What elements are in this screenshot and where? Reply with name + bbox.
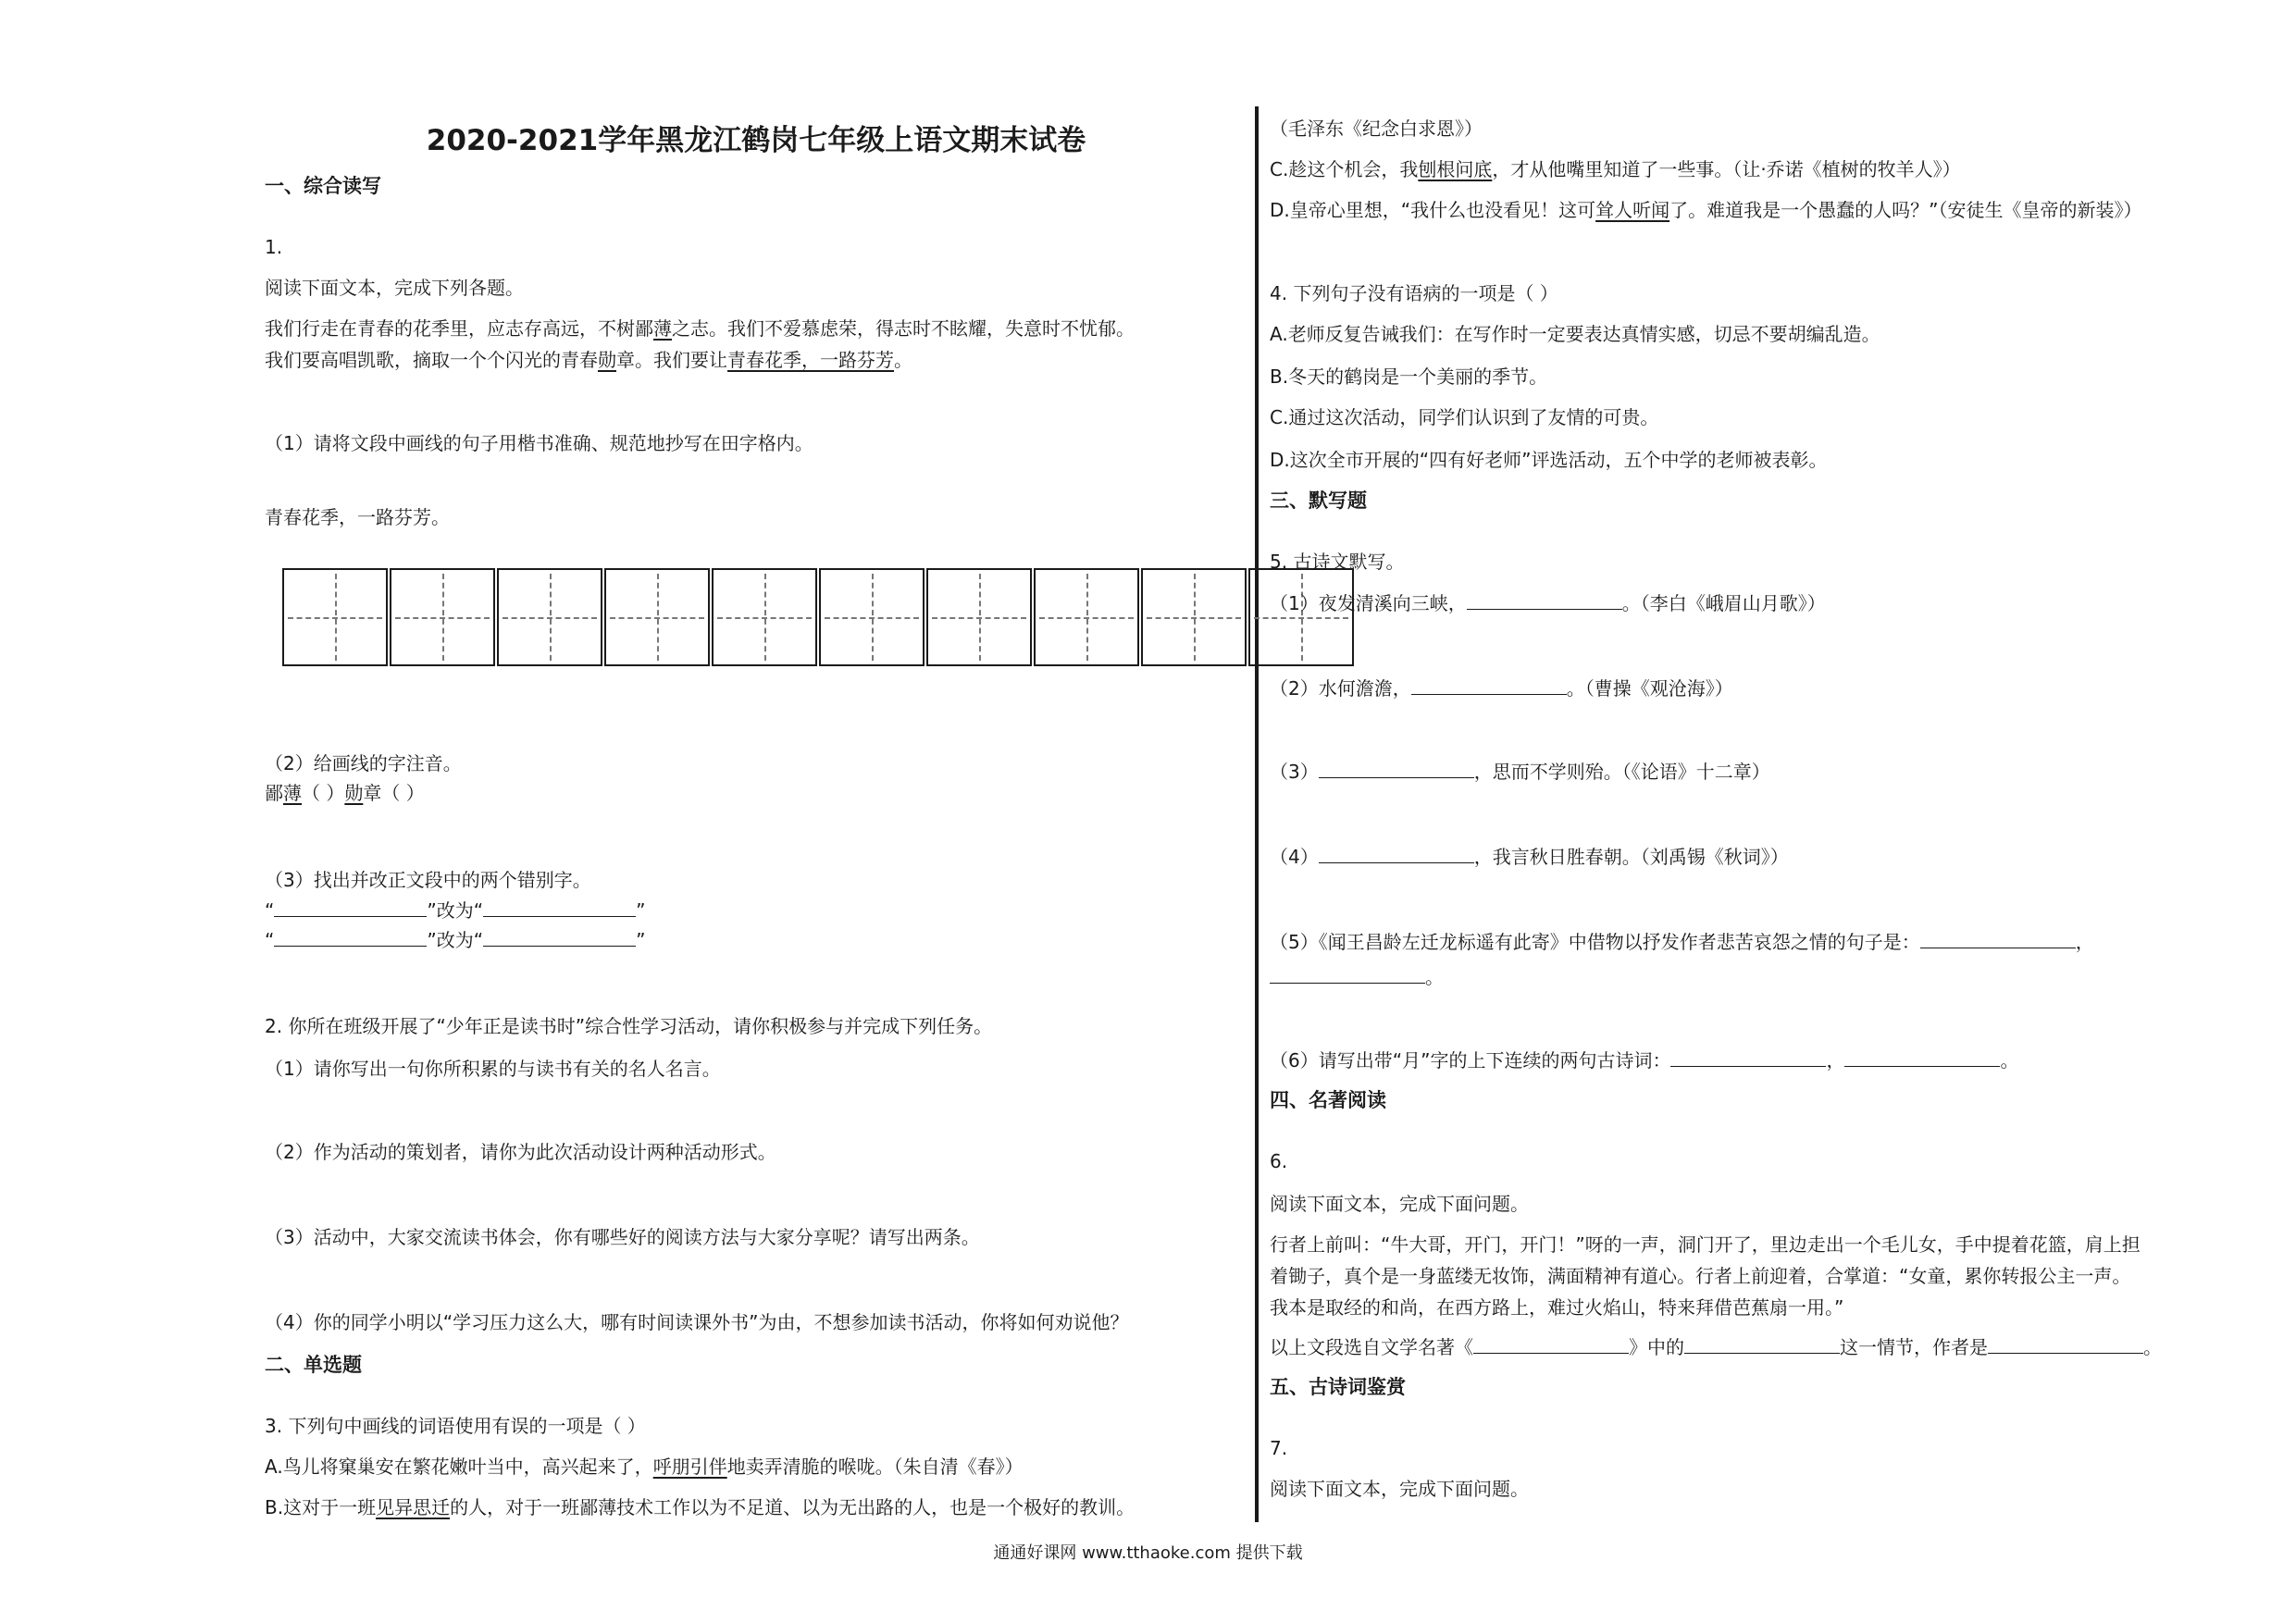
sub-question: （1）请将文段中画线的句子用楷书准确、规范地抄写在田字格内。 bbox=[265, 432, 813, 454]
passage-text: 我们要高唱凯歌，摘取一个个闪光的青春 bbox=[265, 349, 598, 371]
option-text: C.趁这个机会，我 bbox=[1270, 158, 1419, 180]
option-b: B.冬天的鹤岗是一个美丽的季节。 bbox=[1270, 365, 1548, 388]
sub-question: （2）作为活动的策划者，请你为此次活动设计两种活动形式。 bbox=[265, 1141, 776, 1163]
question: 5. 古诗文默写。 bbox=[1270, 551, 1405, 573]
page-title: 2020-2021学年黑龙江鹤岗七年级上语文期末试卷 bbox=[426, 124, 1086, 157]
question-number: 7. bbox=[1270, 1437, 1288, 1459]
tianzige-grid[interactable] bbox=[282, 568, 1356, 670]
section-heading: 五、古诗词鉴赏 bbox=[1270, 1376, 1406, 1398]
grid-cell[interactable] bbox=[604, 568, 710, 666]
option-b bbox=[265, 1493, 1135, 1521]
option-b-source: （毛泽东《纪念白求恩》） bbox=[1270, 118, 1483, 140]
recitation-line bbox=[1270, 674, 1733, 702]
sub-question: （4）你的同学小明以“学习压力这么大，哪有时间读课外书”为由，不想参加读书活动，你将如何劝说他？ bbox=[265, 1311, 1129, 1333]
grid-cell[interactable] bbox=[390, 568, 495, 666]
answer-blank[interactable] bbox=[1670, 1046, 1826, 1067]
option-c: C.通过这次活动，同学们认识到了友情的可贵。 bbox=[1270, 406, 1659, 428]
sub-question: （2）给画线的字注音。 bbox=[265, 752, 462, 774]
passage-line bbox=[265, 346, 912, 374]
answer-blank[interactable] bbox=[1270, 962, 1425, 984]
sub-question: （3）找出并改正文段中的两个错别字。 bbox=[265, 869, 591, 891]
option-a bbox=[265, 1453, 1024, 1481]
grid-cell[interactable] bbox=[819, 568, 925, 666]
punctuation: ， bbox=[1826, 1049, 1845, 1072]
option-text: A.鸟儿将窠巢安在繁花嫩叶当中，高兴起来了， bbox=[265, 1456, 653, 1478]
passage-text: 我们行走在青春的花季里，应志存高远，不树鄙 bbox=[265, 317, 653, 340]
char: 鄙 bbox=[265, 782, 283, 804]
punctuation: 。 bbox=[1425, 966, 1444, 988]
poem-source: 。（李白《峨眉山月歌》） bbox=[1621, 592, 1826, 614]
sub-question: （1）请你写出一句你所积累的与读书有关的名人名言。 bbox=[265, 1058, 721, 1080]
pinyin-answer-line bbox=[265, 779, 425, 807]
section-heading: 四、名著阅读 bbox=[1270, 1089, 1386, 1111]
grid-cell[interactable] bbox=[1248, 568, 1354, 666]
poem-text: （5）《闻王昌龄左迁龙标遥有此寄》中借物以抒发作者悲苦哀怨之情的句子是： bbox=[1270, 931, 1920, 953]
question-instruction: 阅读下面文本，完成下面问题。 bbox=[1270, 1478, 1529, 1500]
underlined-char: 薄 bbox=[653, 317, 672, 340]
answer-paren[interactable]: 章（ ） bbox=[363, 782, 425, 804]
underlined-phrase: 见异思迁 bbox=[376, 1496, 451, 1518]
poem-source: ，思而不学则殆。（《论语》十二章） bbox=[1473, 761, 1770, 783]
underlined-phrase: 耸人听闻 bbox=[1595, 199, 1670, 221]
option-text: 了。难道我是一个愚蠢的人吗？”（安徒生《皇帝的新装》） bbox=[1669, 199, 2142, 221]
question-text: 这一情节，作者是 bbox=[1840, 1336, 1988, 1358]
poem-source: ，我言秋日胜春朝。（刘禹锡《秋词》） bbox=[1473, 846, 1789, 868]
quote: ” bbox=[636, 929, 646, 951]
quote: “ bbox=[265, 929, 275, 951]
underlined-phrase: 青春花季，一路芬芳 bbox=[727, 349, 894, 371]
question: 2. 你所在班级开展了“少年正是读书时”综合性学习活动，请你积极参与并完成下列任务。 bbox=[265, 1015, 993, 1037]
poem-text: （2）水何澹澹， bbox=[1270, 677, 1411, 700]
answer-blank[interactable] bbox=[1988, 1332, 2143, 1354]
answer-blank[interactable] bbox=[1844, 1046, 2000, 1067]
column-divider bbox=[1255, 106, 1259, 1522]
correction-line bbox=[265, 925, 645, 954]
grid-cell[interactable] bbox=[282, 568, 388, 666]
answer-blank[interactable] bbox=[1684, 1332, 1840, 1354]
answer-blank[interactable] bbox=[1319, 757, 1474, 778]
underlined-char: 勋 bbox=[598, 349, 616, 371]
passage-text: 章。我们要让 bbox=[616, 349, 727, 371]
page-footer: 通通好课网 www.tthaoke.com 提供下载 bbox=[993, 1543, 1303, 1563]
recitation-line bbox=[1270, 757, 1770, 786]
poem-text: （6）请写出带“月”字的上下连续的两句古诗词： bbox=[1270, 1049, 1671, 1072]
option-text: D.皇帝心里想，“我什么也没看见！这可 bbox=[1270, 199, 1596, 221]
section-heading: 一、综合读写 bbox=[265, 175, 381, 197]
answer-blank[interactable] bbox=[1920, 927, 2076, 948]
poem-text: （4） bbox=[1270, 846, 1319, 868]
recitation-line bbox=[1270, 588, 1826, 617]
option-text: 地卖弄清脆的喉咙。（朱自清《春》） bbox=[726, 1456, 1024, 1478]
grid-cell[interactable] bbox=[926, 568, 1032, 666]
underlined-char: 薄 bbox=[283, 782, 302, 804]
option-a: A.老师反复告诫我们：在写作时一定要表达真情实感，切忌不要胡编乱造。 bbox=[1270, 323, 1880, 345]
option-text: ，才从他嘴里知道了一些事。（让·乔诺《植树的牧羊人》） bbox=[1492, 158, 1961, 180]
punctuation: 。 bbox=[2143, 1336, 2162, 1358]
question-instruction: 阅读下面文本，完成下列各题。 bbox=[265, 277, 524, 299]
answer-blank[interactable] bbox=[1319, 842, 1474, 863]
punctuation: ， bbox=[2075, 931, 2094, 953]
poem-text: （3） bbox=[1270, 761, 1319, 783]
answer-paren[interactable]: （ ） bbox=[302, 782, 345, 804]
option-c bbox=[1270, 155, 1961, 183]
poem-source: 。（曹操《观沧海》） bbox=[1566, 677, 1733, 700]
recitation-line bbox=[1270, 842, 1789, 871]
section-heading: 三、默写题 bbox=[1270, 489, 1367, 512]
punctuation: 。 bbox=[2000, 1049, 2019, 1072]
quote: ” bbox=[636, 899, 646, 922]
answer-blank[interactable] bbox=[274, 925, 427, 947]
passage-line: 行者上前叫：“牛大哥，开门，开门！”呀的一声，洞门开了，里边走出一个毛儿女，手中提着花篮，肩上担 bbox=[1270, 1233, 2141, 1256]
option-d: D.这次全市开展的“四有好老师”评选活动，五个中学的老师被表彰。 bbox=[1270, 449, 1828, 471]
correction-label: ”改为“ bbox=[427, 899, 484, 922]
question-instruction: 阅读下面文本，完成下面问题。 bbox=[1270, 1193, 1529, 1215]
answer-blank[interactable] bbox=[1467, 588, 1622, 610]
passage-text: 。 bbox=[894, 349, 912, 371]
question-number: 6. bbox=[1270, 1150, 1288, 1172]
correction-label: ”改为“ bbox=[427, 929, 484, 951]
recitation-line bbox=[1270, 1046, 2018, 1074]
question-text: 》中的 bbox=[1629, 1336, 1684, 1358]
sub-question: （3）活动中，大家交流读书体会，你有哪些好的阅读方法与大家分享呢？请写出两条。 bbox=[265, 1226, 980, 1248]
grid-cell[interactable] bbox=[712, 568, 817, 666]
passage-line: 我本是取经的和尚，在西方路上，难过火焰山，特来拜借芭蕉扇一用。” bbox=[1270, 1296, 1844, 1319]
option-text: B.这对于一班 bbox=[265, 1496, 377, 1518]
answer-blank[interactable] bbox=[1411, 674, 1567, 695]
grid-cell[interactable] bbox=[1034, 568, 1139, 666]
option-d bbox=[1270, 196, 2142, 224]
answer-blank[interactable] bbox=[483, 896, 636, 917]
fill-in-line bbox=[1270, 1332, 2162, 1361]
correction-line bbox=[265, 896, 645, 924]
passage-line bbox=[265, 315, 1135, 342]
underlined-char: 勋 bbox=[344, 782, 364, 804]
section-heading: 二、单选题 bbox=[265, 1354, 362, 1376]
answer-blank[interactable] bbox=[1473, 1332, 1629, 1354]
option-text: 的人，对于一班鄙薄技术工作以为不足道、以为无出路的人，也是一个极好的教训。 bbox=[450, 1496, 1136, 1518]
question-text: 以上文段选自文学名著《 bbox=[1270, 1336, 1473, 1358]
question: 3. 下列句中画线的词语使用有误的一项是（ ） bbox=[265, 1415, 646, 1437]
passage-text: 之志。我们不爱慕虑荣，得志时不眩耀，失意时不忧郁。 bbox=[672, 317, 1135, 340]
copy-text: 青春花季，一路芬芳。 bbox=[265, 506, 450, 528]
recitation-line bbox=[1270, 927, 2094, 956]
poem-text: （1）夜发清溪向三峡， bbox=[1270, 592, 1467, 614]
answer-blank[interactable] bbox=[483, 925, 636, 947]
question: 4. 下列句子没有语病的一项是（ ） bbox=[1270, 282, 1558, 304]
passage-line: 着锄子，真个是一身蓝缕无妆饰，满面精神有道心。行者上前迎着，合掌道：“女童，累你转报公主一声。 bbox=[1270, 1265, 2131, 1287]
underlined-phrase: 呼朋引伴 bbox=[652, 1456, 727, 1478]
grid-cell[interactable] bbox=[1141, 568, 1247, 666]
answer-blank[interactable] bbox=[274, 896, 427, 917]
question-number: 1. bbox=[265, 236, 283, 258]
quote: “ bbox=[265, 899, 275, 922]
grid-cell[interactable] bbox=[497, 568, 602, 666]
underlined-phrase: 刨根问底 bbox=[1418, 158, 1493, 180]
recitation-line bbox=[1270, 962, 1444, 991]
